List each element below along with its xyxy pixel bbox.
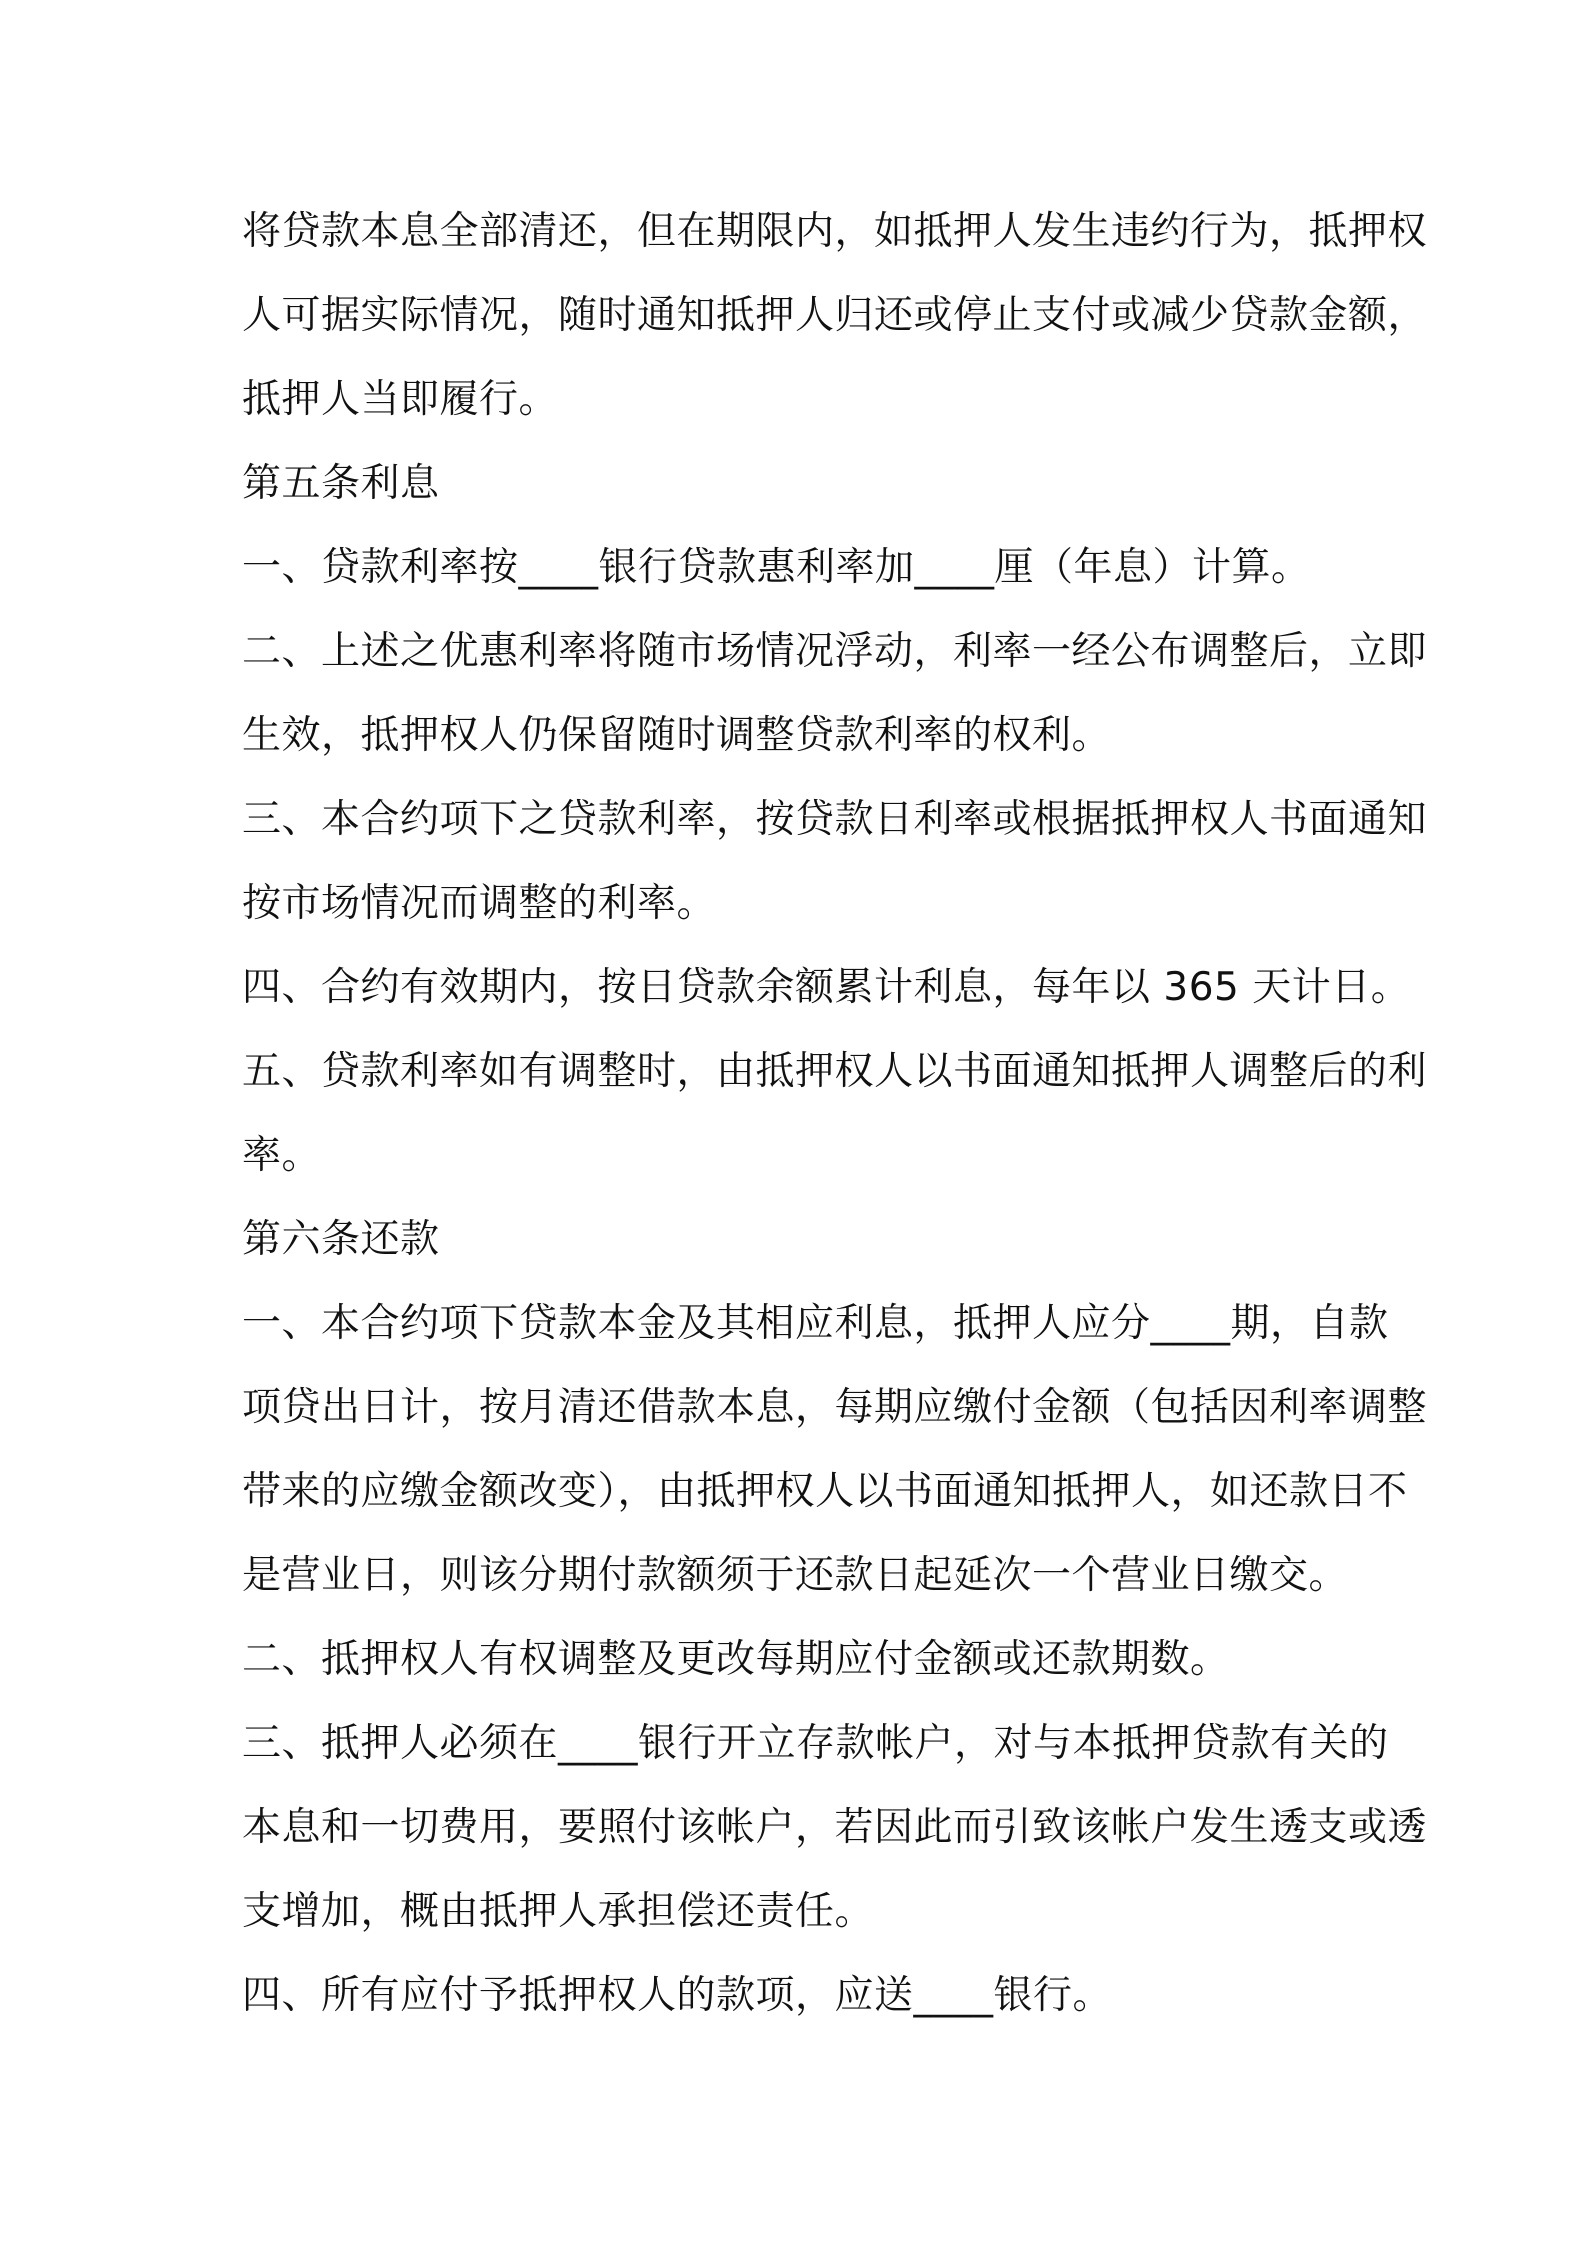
text-line: 二、抵押权人有权调整及更改每期应付金额或还款期数。	[242, 1637, 1230, 1682]
text-line: 带来的应缴金额改变），由抵押权人以书面通知抵押人，如还款日不	[242, 1469, 1408, 1514]
text-line: 是营业日，则该分期付款额须于还款日起延次一个营业日缴交。	[242, 1553, 1349, 1598]
text-line: 将贷款本息全部清还，但在期限内，如抵押人发生违约行为，抵押权	[242, 209, 1428, 254]
text-line: 三、抵押人必须在____银行开立存款帐户，对与本抵押贷款有关的	[242, 1721, 1389, 1766]
text-line: 本息和一切费用，要照付该帐户，若因此而引致该帐户发生透支或透	[242, 1805, 1428, 1850]
document-body	[242, 190, 1428, 2038]
text-line: 支增加，概由抵押人承担偿还责任。	[242, 1889, 875, 1934]
text-line: 率。	[242, 1133, 322, 1178]
text-line: 一、本合约项下贷款本金及其相应利息，抵押人应分____期，自款	[242, 1301, 1389, 1346]
text-line: 项贷出日计，按月清还借款本息，每期应缴付金额（包括因利率调整	[242, 1385, 1428, 1430]
text-line: 四、所有应付予抵押权人的款项，应送____银行。	[242, 1973, 1113, 2018]
text-line: 五、贷款利率如有调整时，由抵押权人以书面通知抵押人调整后的利	[242, 1049, 1428, 1094]
text-line: 四、合约有效期内，按日贷款余额累计利息，每年以 365 天计日。	[242, 965, 1411, 1010]
text-line: 三、本合约项下之贷款利率，按贷款日利率或根据抵押权人书面通知	[242, 797, 1428, 842]
text-line: 一、贷款利率按____银行贷款惠利率加____厘（年息）计算。	[242, 545, 1311, 590]
section-heading-interest: 第五条利息	[242, 461, 440, 506]
text-line: 生效，抵押权人仍保留随时调整贷款利率的权利。	[242, 713, 1112, 758]
section-heading-repayment: 第六条还款	[242, 1217, 440, 1262]
text-line: 二、上述之优惠利率将随市场情况浮动，利率一经公布调整后，立即	[242, 629, 1428, 674]
text-line: 按市场情况而调整的利率。	[242, 881, 717, 926]
text-line: 人可据实际情况，随时通知抵押人归还或停止支付或减少贷款金额，	[242, 293, 1428, 338]
text-line: 抵押人当即履行。	[242, 377, 559, 422]
